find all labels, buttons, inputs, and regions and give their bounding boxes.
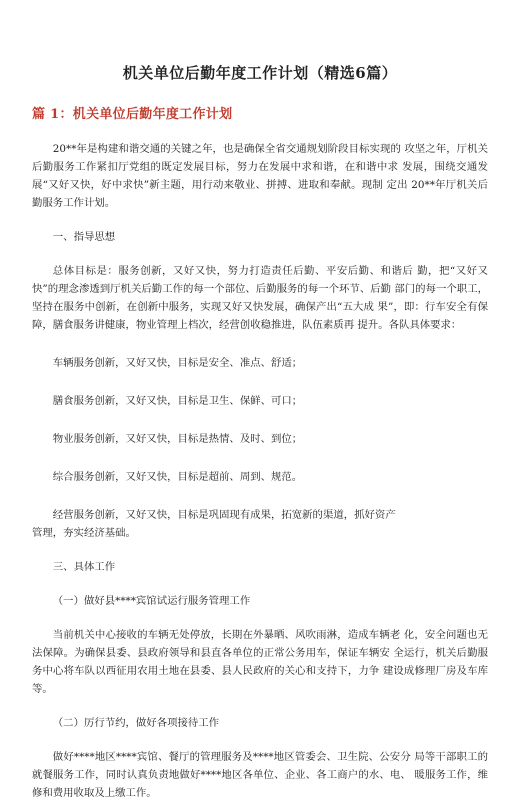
reception-paragraph: 做好****地区****宾馆、餐厅的管理服务及****地区管委会、卫生院、公安分 局等干部职工的就餐服务工作，同时认真负责地做好****地区各单位、企业、各工商户的水、电、 暖服务工作，维修和费用收取及上缴工作。 (32, 751, 488, 799)
list-item-vehicle: 车辆服务创新，又好又快，目标是安全、准点、舒适； (52, 357, 303, 369)
business-paragraph: 经营服务创新，又好又快，目标是巩固现有成果，拓宽新的渠道，抓好资产 (52, 509, 396, 521)
heading-guiding-thought: 一、指导思想 (52, 231, 116, 243)
list-item-general: 综合服务创新，又好又快，目标是超前、周到、规范。 (52, 471, 303, 483)
subheading-reception: （二）厉行节约，做好各项接待工作 (52, 717, 220, 729)
heading-specific-work: 三、具体工作 (52, 561, 116, 573)
intro-paragraph: 20**年是构建和谐交通的关键之年，也是确保全省交通规划阶段目标实现的 攻坚之年，厅机关后勤服务工作紧扣厅党组的既定发展目标，努力在发展中求和谐，在和谐中求 发展，围绕交通发展“又好又快，好中求快”新主题，用行动来敬业、拼搏、进取和奉献。现制 定出 20**年厅机关后勤服务工作计划。 (32, 143, 488, 209)
list-item-catering: 膳食服务创新，又好又快，目标是卫生、保鲜、可口； (52, 395, 303, 407)
section-title: 篇 1：机关单位后勤年度工作计划 (32, 107, 233, 122)
guiding-paragraph: 总体目标是：服务创新，又好又快，努力打造责任后勤、平安后勤、和谐后 勤，把“又好又快”的理念渗透到厅机关后勤工作的每一个部位、后勤服务的每一个环节、后勤 部门的每一个职工，坚持在服务中创新，在创新中服务，实现又好又快发展，确保产出“五大成 果”，即：行车安全有保障，膳食服务讲健康，物业管理上档次，经营创收稳推进，队伍素质再 提升。各队具体要求： (32, 265, 488, 331)
list-item-property: 物业服务创新，又好又快，目标是热情、及时、到位； (52, 433, 303, 445)
hotel-paragraph: 当前机关中心接收的车辆无处停放，长期在外暴晒、风吹雨淋，造成车辆老 化，安全问题也无法保障。为确保县委、县政府领导和县直各单位的正常公务用车，保证车辆安 全运行，机关后勤服务中心将车队以西征用农用土地在县委、县人民政府的关心和支持下，力争 建设成修理厂房及车库等。 (32, 629, 488, 695)
document-title: 机关单位后勤年度工作计划（精选6篇） (122, 64, 398, 82)
business-paragraph-cont: 管理，夯实经济基础。 (32, 527, 136, 539)
subheading-hotel: （一）做好县****宾馆试运行服务管理工作 (52, 595, 251, 607)
